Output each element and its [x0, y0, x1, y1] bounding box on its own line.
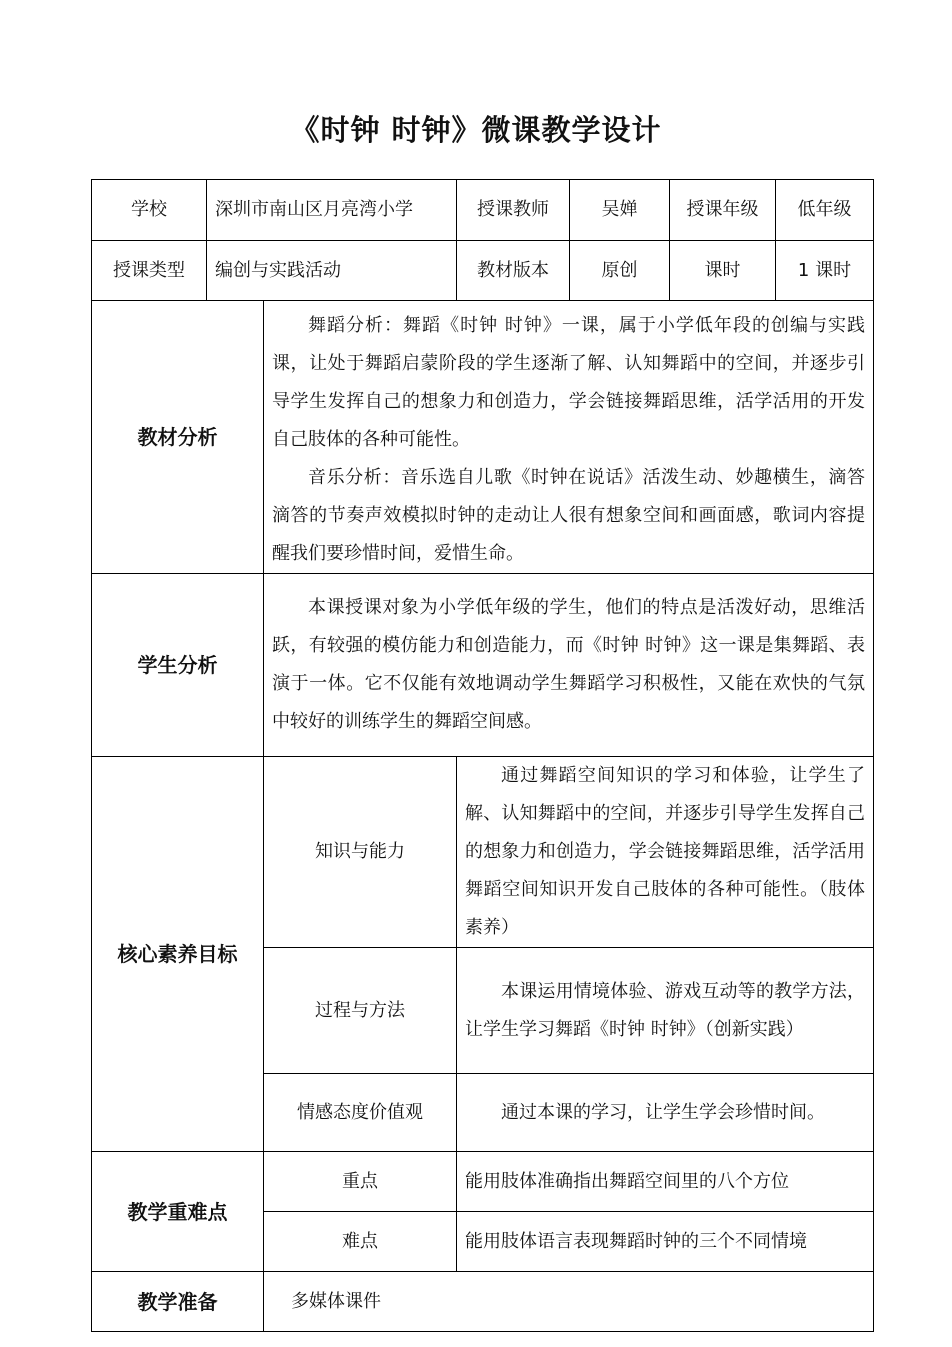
- prep-text: 多媒体课件: [264, 1272, 874, 1332]
- material-row: [92, 301, 874, 574]
- difficulty-text: 能用肢体语言表现舞蹈时钟的三个不同情境: [457, 1212, 874, 1272]
- student-row: [92, 574, 874, 757]
- key-label: 教学重难点: [92, 1152, 264, 1272]
- difficulty-label: 难点: [264, 1212, 457, 1272]
- knowledge-label: 知识与能力: [264, 757, 457, 948]
- focus-label: 重点: [264, 1152, 457, 1212]
- material-content: [264, 301, 874, 574]
- emotion-text: 通过本课的学习，让学生学会珍惜时间。: [501, 1101, 825, 1123]
- grade-label: 授课年级: [670, 180, 776, 241]
- grade-value: 低年级: [776, 180, 874, 241]
- student-analysis: 本课授课对象为小学低年级的学生，他们的特点是活泼好动，思维活跃，有较强的模仿能力和创造能力，而《时钟 时钟》这一课是集舞蹈、表演于一体。它不仅能有效地调动学生舞蹈学习积极性，又能在欢快的气氛中较好的训练学生的舞蹈空间感。: [272, 597, 865, 732]
- goal-knowledge-row: [92, 757, 874, 948]
- process-content: [457, 948, 874, 1074]
- focus-text: 能用肢体准确指出舞蹈空间里的八个方位: [457, 1152, 874, 1212]
- knowledge-text: 通过舞蹈空间知识的学习和体验，让学生了解、认知舞蹈中的空间，并逐步引导学生发挥自己的想象力和创造力，学会链接舞蹈思维，活学活用舞蹈空间知识开发自己肢体的各种可能性。（肢体素养）: [465, 765, 865, 938]
- version-value: 原创: [570, 241, 670, 301]
- goals-label: 核心素养目标: [92, 757, 264, 1152]
- document-title: 《时钟 时钟》微课教学设计: [290, 113, 662, 147]
- process-text: 本课运用情境体验、游戏互动等的教学方法，让学生学习舞蹈《时钟 时钟》（创新实践）: [465, 980, 865, 1040]
- student-content: [264, 574, 874, 757]
- material-label: 教材分析: [92, 301, 264, 574]
- type-label: 授课类型: [92, 241, 207, 301]
- info-row-2: [92, 241, 874, 301]
- info-row-1: [92, 180, 874, 241]
- type-value: 编创与实践活动: [207, 241, 457, 301]
- hours-value: 1 课时: [776, 241, 874, 301]
- teacher-label: 授课教师: [457, 180, 570, 241]
- knowledge-content: [457, 757, 874, 948]
- school-label: 学校: [92, 180, 207, 241]
- emotion-content: [457, 1074, 874, 1152]
- hours-label: 课时: [670, 241, 776, 301]
- teacher-value: 吴婵: [570, 180, 670, 241]
- process-label: 过程与方法: [264, 948, 457, 1074]
- school-value: 深圳市南山区月亮湾小学: [207, 180, 457, 241]
- emotion-label: 情感态度价值观: [264, 1074, 457, 1152]
- lesson-design-table: [91, 179, 874, 1332]
- version-label: 教材版本: [457, 241, 570, 301]
- music-analysis: 音乐分析：音乐选自儿歌《时钟在说话》活泼生动、妙趣横生，滴答滴答的节奏声效模拟时钟的走动让人很有想象空间和画面感，歌词内容提醒我们要珍惜时间，爱惜生命。: [272, 467, 865, 564]
- student-label: 学生分析: [92, 574, 264, 757]
- key-focus-row: [92, 1152, 874, 1212]
- dance-analysis: 舞蹈分析：舞蹈《时钟 时钟》一课，属于小学低年段的创编与实践课，让处于舞蹈启蒙阶段的学生逐渐了解、认知舞蹈中的空间，并逐步引导学生发挥自己的想象力和创造力，学会链接舞蹈思维，活学活用的开发自己肢体的各种可能性。: [272, 315, 865, 450]
- prep-row: [92, 1272, 874, 1332]
- prep-label: 教学准备: [92, 1272, 264, 1332]
